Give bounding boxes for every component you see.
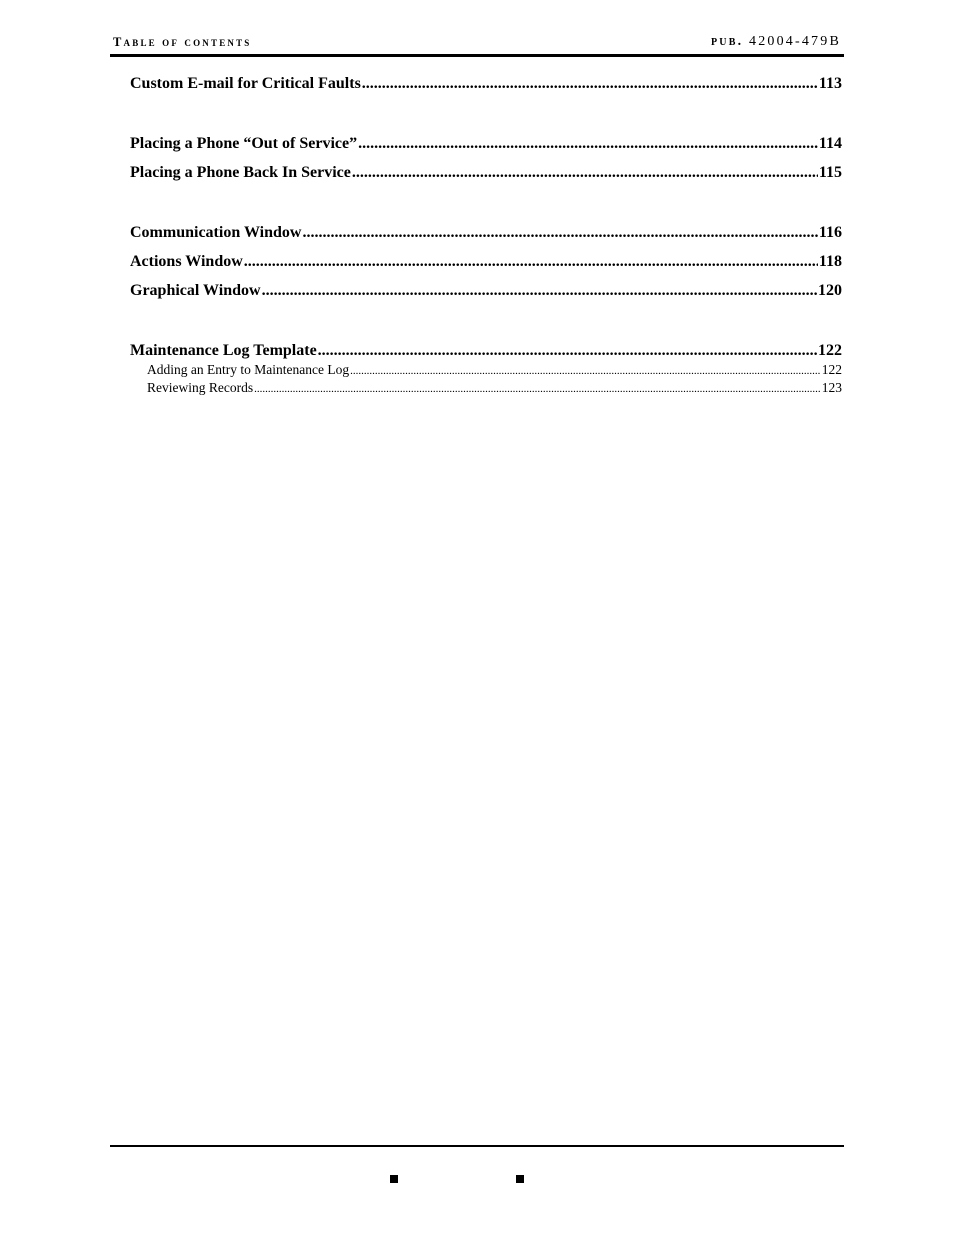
toc-dot-leader (350, 362, 821, 378)
page-header (111, 33, 843, 53)
toc-entry[interactable] (130, 164, 842, 186)
toc-entry[interactable] (130, 75, 842, 97)
toc-entry-title: Communication Window (130, 224, 302, 241)
toc-entry[interactable] (130, 135, 842, 157)
header-section-title: Table of contents (113, 35, 252, 49)
toc-entry-title: Placing a Phone Back In Service (130, 164, 351, 181)
toc-entry-page: 120 (818, 282, 842, 299)
toc-dot-leader (254, 380, 821, 396)
footer-rule (110, 1145, 844, 1147)
footer-square-bullet-icon (516, 1175, 524, 1183)
toc-entry-title: Graphical Window (130, 282, 261, 299)
header-pub-label: pub. (710, 34, 744, 49)
toc-entry-title: Maintenance Log Template (130, 342, 317, 359)
toc-dot-leader (352, 164, 818, 182)
toc-entry[interactable] (130, 342, 842, 364)
toc-dot-leader (318, 342, 817, 360)
toc-dot-leader (302, 224, 817, 242)
header-rule (110, 54, 844, 57)
footer-square-bullet-icon (390, 1175, 398, 1183)
toc-entry-page: 122 (818, 342, 842, 359)
toc-entry-page: 113 (818, 75, 842, 92)
toc-dot-leader (244, 253, 818, 271)
toc-dot-leader (362, 75, 818, 93)
toc-entry[interactable] (130, 282, 842, 304)
toc-entry-title: Placing a Phone “Out of Service” (130, 135, 358, 152)
toc-subentry-page: 123 (821, 380, 842, 395)
toc-entry-page: 114 (818, 135, 842, 152)
toc-dot-leader (262, 282, 817, 300)
toc-entry-page: 116 (818, 224, 842, 241)
toc-subentry-title: Reviewing Records (147, 380, 254, 395)
toc-dot-leader (358, 135, 818, 153)
header-publication (711, 34, 841, 50)
header-pub-number: 42004-479B (749, 34, 841, 49)
toc-subentry-title: Adding an Entry to Maintenance Log (147, 362, 350, 377)
toc-entry[interactable] (130, 224, 842, 246)
toc-entry-page: 115 (818, 164, 842, 181)
toc-entry-title: Custom E-mail for Critical Faults (130, 75, 361, 92)
toc-entry-page: 118 (818, 253, 842, 270)
toc-entry[interactable] (130, 253, 842, 275)
toc-entry-title: Actions Window (130, 253, 243, 270)
toc-subentry[interactable] (147, 380, 842, 398)
toc-subentry[interactable] (147, 362, 842, 380)
toc-subentry-page: 122 (821, 362, 842, 377)
